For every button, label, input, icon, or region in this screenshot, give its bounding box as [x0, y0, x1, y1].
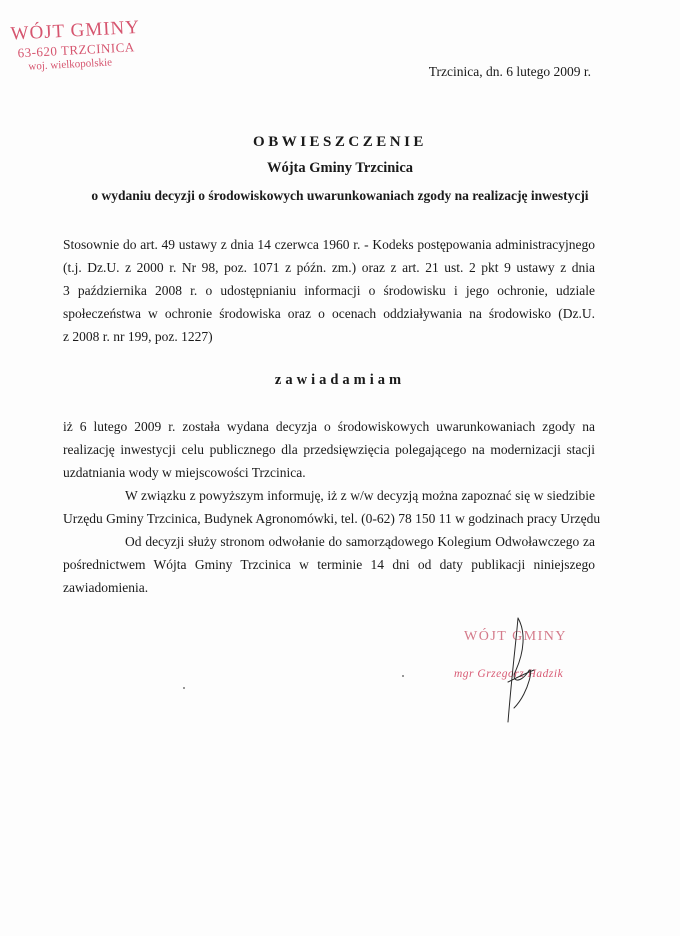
signature-stamp-name: mgr Grzegorz Hadzik — [454, 668, 564, 680]
place-date-line: Trzcinica, dn. 6 lutego 2009 r. — [428, 64, 591, 79]
paragraph-line: 3 października 2008 r. o udostępnianiu informacji o środowisku i jego ochronie, udziale — [63, 283, 595, 298]
scan-speck — [183, 687, 185, 689]
paragraph-line: iż 6 lutego 2009 r. została wydana decyzja o środowiskowych uwarunkowaniach zgody na — [63, 419, 595, 434]
document-subject: o wydaniu decyzji o środowiskowych uwarunkowaniach zgody na realizację inwestycji — [91, 188, 589, 203]
signature-stamp-title: WÓJT GMINY — [464, 629, 568, 644]
document-subtitle: Wójta Gminy Trzcinica — [266, 160, 414, 176]
office-stamp-top-left — [4, 14, 157, 82]
paragraph-line: zawiadomienia. — [63, 580, 149, 595]
document-title: OBWIESZCZENIE — [253, 134, 427, 150]
paragraph-line: z 2008 r. nr 199, poz. 1227) — [63, 329, 213, 344]
paragraph-line: pośrednictwem Wójta Gminy Trzcinica w terminie 14 dni od daty publikacji niniejszego — [63, 557, 595, 572]
paragraph-line: realizację inwestycji celu publicznego dla przedsięwzięcia polegającego na modernizacji stacji — [63, 442, 595, 457]
paragraph-line: W związku z powyższym informuję, iż z w/w decyzją można zapoznać się w siedzibie — [125, 488, 595, 503]
stamp-line-2: 63-620 TRZCINICA — [17, 39, 136, 61]
paragraph-line: Stosownie do art. 49 ustawy z dnia 14 czerwca 1960 r. - Kodeks postępowania administracyjnego — [63, 237, 595, 252]
scan-speck — [402, 675, 404, 677]
paragraph-legal-basis — [63, 233, 595, 348]
announcement-heading: zawiadamiam — [274, 372, 406, 388]
stamp-line-3: woj. wielkopolskie — [28, 56, 113, 73]
paragraph-line: Od decyzji służy stronom odwołanie do samorządowego Kolegium Odwoławczego za — [125, 534, 595, 549]
paragraph-information — [63, 484, 601, 530]
paragraph-decision — [63, 415, 595, 484]
paragraph-line: uzdatniania wody w miejscowości Trzcinica. — [63, 465, 306, 480]
paragraph-line: Urzędu Gminy Trzcinica, Budynek Agronomówki, tel. (0-62) 78 150 11 w godzinach pracy Urzędu — [63, 511, 601, 526]
handwritten-signature — [490, 612, 550, 732]
paragraph-line: społeczeństwa w ochronie środowiska oraz o ocenach oddziaływania na środowisko (Dz.U. — [63, 306, 595, 321]
stamp-line-1: WÓJT GMINY — [10, 16, 141, 45]
paragraph-appeal — [63, 530, 595, 599]
paragraph-line: (t.j. Dz.U. z 2000 r. Nr 98, poz. 1071 z późn. zm.) oraz z art. 21 ust. 2 pkt 9 ustawy z dnia — [63, 260, 595, 275]
